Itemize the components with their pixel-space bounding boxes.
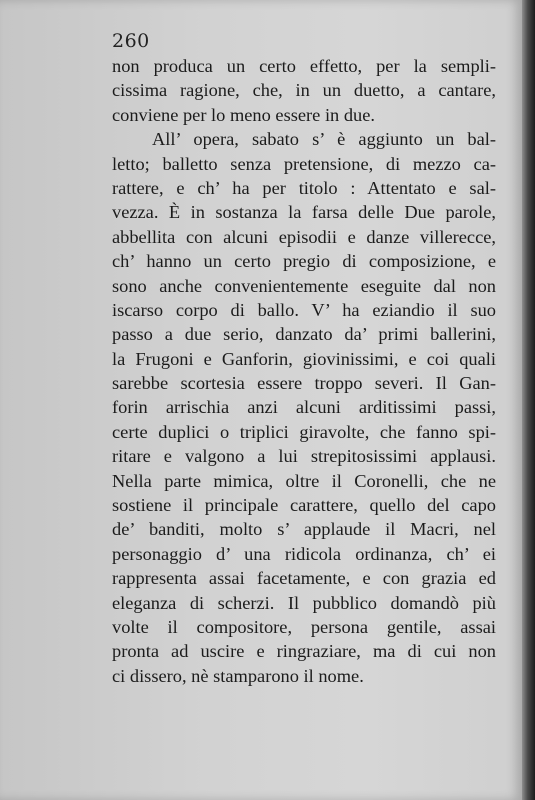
text-line: non produca un certo effetto, per la sempli-	[112, 56, 496, 76]
text-line: Nella parte mimica, oltre il Coronelli, che ne	[112, 470, 496, 491]
text-line: de’ banditi, molto s’ applaude il Macri, nel	[112, 519, 496, 540]
text-line: rappresenta assai facetamente, e con grazia ed	[112, 568, 496, 589]
text-line: letto; balletto senza pretensione, di mezzo ca-	[112, 153, 496, 174]
text-line: rattere, e ch’ ha per titolo : Attentato e sal-	[112, 177, 496, 198]
text-line: pronta ad uscire e ringraziare, ma di cui non	[112, 641, 496, 662]
text-line: personaggio d’ una ridicola ordinanza, ch’ ei	[112, 543, 496, 564]
text-line: eleganza di scherzi. Il pubblico domandò più	[112, 592, 496, 613]
text-line: la Frugoni e Ganforin, giovinissimi, e coi quali	[112, 348, 496, 369]
text-line: forin arrischia anzi alcuni arditissimi passi,	[112, 397, 496, 418]
text-line: sono anche convenientemente eseguite dal non	[112, 275, 496, 296]
text-line: volte il compositore, persona gentile, assai	[112, 616, 496, 637]
page-number: 260	[112, 30, 150, 52]
text-line: passo a due serio, danzato da’ primi ballerini,	[112, 324, 496, 345]
text-line: abbellita con alcuni episodii e danze villerecce,	[112, 226, 496, 247]
text-line: ci dissero, nè stamparono il nome.	[112, 665, 364, 686]
body-text	[112, 54, 496, 688]
text-line: vezza. È in sostanza la farsa delle Due parole,	[112, 202, 496, 223]
page-edge-shadow	[522, 0, 535, 800]
text-line: sarebbe scortesia essere troppo severi. Il Gan-	[112, 373, 496, 394]
text-line: ch’ hanno un certo pregio di composizione, e	[112, 251, 496, 272]
text-line: iscarso corpo di ballo. V’ ha eziandio il suo	[112, 299, 496, 320]
text-line: ritare e valgono a lui strepitosissimi applausi.	[112, 446, 496, 467]
text-line: conviene per lo meno essere in due.	[112, 104, 375, 125]
text-line: sostiene il principale carattere, quello del capo	[112, 495, 496, 516]
text-line: cissima ragione, che, in un duetto, a cantare,	[112, 80, 496, 101]
text-line: certe duplici o triplici giravolte, che fanno spi-	[112, 421, 496, 442]
text-line: All’ opera, sabato s’ è aggiunto un bal-	[152, 129, 496, 150]
